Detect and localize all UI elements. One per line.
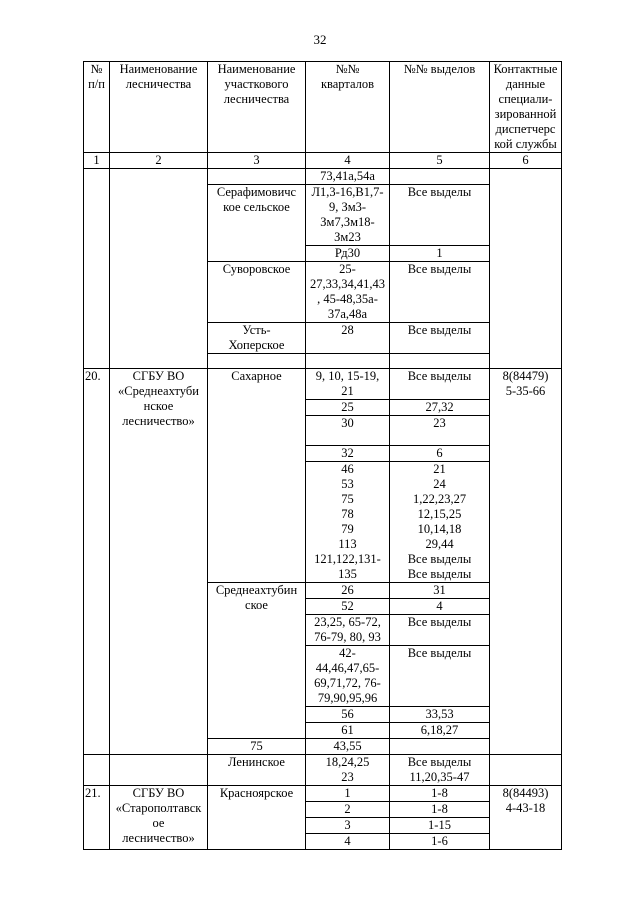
- allotments-cell: Все выделы: [390, 262, 490, 323]
- quarters-cell: 73,41а,54а: [306, 169, 390, 185]
- allotments-cell: 6: [390, 446, 490, 462]
- header-district-forestry: Наименование участкового лесничества: [208, 62, 306, 153]
- allotments-cell: Все выделы: [390, 369, 490, 400]
- quarters-cell: 26: [306, 583, 390, 599]
- forestry-cell: [110, 755, 208, 786]
- column-number-row: [84, 153, 562, 169]
- district-cell: Красноярское: [208, 786, 306, 850]
- quarters-cell: 23,25, 65-72, 76-79, 80, 93: [306, 615, 390, 646]
- header-forestry: Наименование лесничества: [110, 62, 208, 153]
- quarters-cell: 2: [306, 802, 390, 818]
- district-cell: Среднеахтубин ское: [208, 583, 306, 739]
- allotments-cell: 1-8: [390, 786, 490, 802]
- quarters-cell: 25- 27,33,34,41,43 , 45-48,35а- 37а,48а: [306, 262, 390, 323]
- allotments-cell: 1-6: [390, 834, 490, 850]
- quarters-cell: 32: [306, 446, 390, 462]
- allotments-cell: 23: [390, 416, 490, 446]
- allotments-cell: Все выделы: [390, 185, 490, 246]
- allotments-cell: 21 24 1,22,23,27 12,15,25 10,14,18 29,44 Все выделы Все выделы: [390, 462, 490, 583]
- quarters-cell: 52: [306, 599, 390, 615]
- header-number: № п/п: [84, 62, 110, 153]
- allotments-cell: 6,18,27: [390, 723, 490, 739]
- quarters-cell: 3: [306, 818, 390, 834]
- row-number-cell: [84, 169, 110, 369]
- district-cell: Сахарное: [208, 369, 306, 583]
- district-cell: [208, 169, 306, 185]
- header-allotments: №№ выделов: [390, 62, 490, 153]
- allotments-cell: Все выделы: [390, 646, 490, 707]
- column-number: 3: [208, 153, 306, 169]
- quarters-cell: Рд30: [306, 246, 390, 262]
- contacts-cell: [490, 169, 562, 369]
- district-cell: Усть- Хоперское: [208, 323, 306, 354]
- allotments-cell: [390, 354, 490, 369]
- allotments-cell: 1-8: [390, 802, 490, 818]
- column-number: 6: [490, 153, 562, 169]
- table-row: [84, 169, 562, 185]
- district-cell: [208, 354, 306, 369]
- quarters-cell: 61: [306, 723, 390, 739]
- column-number: 2: [110, 153, 208, 169]
- header-quarters: №№ кварталов: [306, 62, 390, 153]
- allotments-cell: 1-15: [390, 818, 490, 834]
- forestry-table: [83, 61, 562, 850]
- table-row: [84, 369, 562, 400]
- column-number: 4: [306, 153, 390, 169]
- allotments-cell: 4: [390, 599, 490, 615]
- row-number-cell: [84, 755, 110, 786]
- district-cell: Суворовское: [208, 262, 306, 323]
- quarters-cell: 4: [306, 834, 390, 850]
- quarters-cell: 75: [208, 739, 306, 755]
- quarters-cell: 42- 44,46,47,65- 69,71,72, 76- 79,90,95,96: [306, 646, 390, 707]
- quarters-cell: 46 53 75 78 79 113 121,122,131- 135: [306, 462, 390, 583]
- quarters-cell: 30: [306, 416, 390, 446]
- allotments-cell: 33,53: [390, 707, 490, 723]
- quarters-cell: Л1,3-16,В1,7- 9, Зм3- Зм7,Зм18- Зм23: [306, 185, 390, 246]
- forestry-cell: СГБУ ВО «Старополтавск ое лесничество»: [110, 786, 208, 850]
- allotments-cell: Все выделы: [390, 323, 490, 354]
- allotments-cell: Все выделы 11,20,35-47: [390, 755, 490, 786]
- row-number-cell: 21.: [84, 786, 110, 850]
- header-contacts: Контактные данные специали- зированной диспетчерс кой службы: [490, 62, 562, 153]
- row-number-cell: 20.: [84, 369, 110, 755]
- header-row: [84, 62, 562, 153]
- quarters-cell: 28: [306, 323, 390, 354]
- contacts-cell: [490, 755, 562, 786]
- quarters-cell: [306, 354, 390, 369]
- district-cell: Ленинское: [208, 755, 306, 786]
- allotments-cell: Все выделы: [390, 615, 490, 646]
- district-cell: Серафимовичс кое сельское: [208, 185, 306, 262]
- allotments-cell: [390, 169, 490, 185]
- page-number: 32: [313, 32, 327, 47]
- forestry-cell: СГБУ ВО «Среднеахтуби нское лесничество»: [110, 369, 208, 755]
- allotments-cell: 31: [390, 583, 490, 599]
- table-row: [84, 786, 562, 802]
- quarters-cell: 56: [306, 707, 390, 723]
- contacts-cell: 8(84479) 5-35-66: [490, 369, 562, 755]
- quarters-cell: 25: [306, 400, 390, 416]
- contacts-cell: 8(84493) 4-43-18: [490, 786, 562, 850]
- allotments-cell: 27,32: [390, 400, 490, 416]
- table-row: [84, 755, 562, 786]
- allotments-cell: 1: [390, 246, 490, 262]
- quarters-cell: 18,24,25 23: [306, 755, 390, 786]
- column-number: 1: [84, 153, 110, 169]
- quarters-cell: 9, 10, 15-19, 21: [306, 369, 390, 400]
- column-number: 5: [390, 153, 490, 169]
- allotments-cell: 43,55: [306, 739, 390, 755]
- quarters-cell: 1: [306, 786, 390, 802]
- forestry-cell: [110, 169, 208, 369]
